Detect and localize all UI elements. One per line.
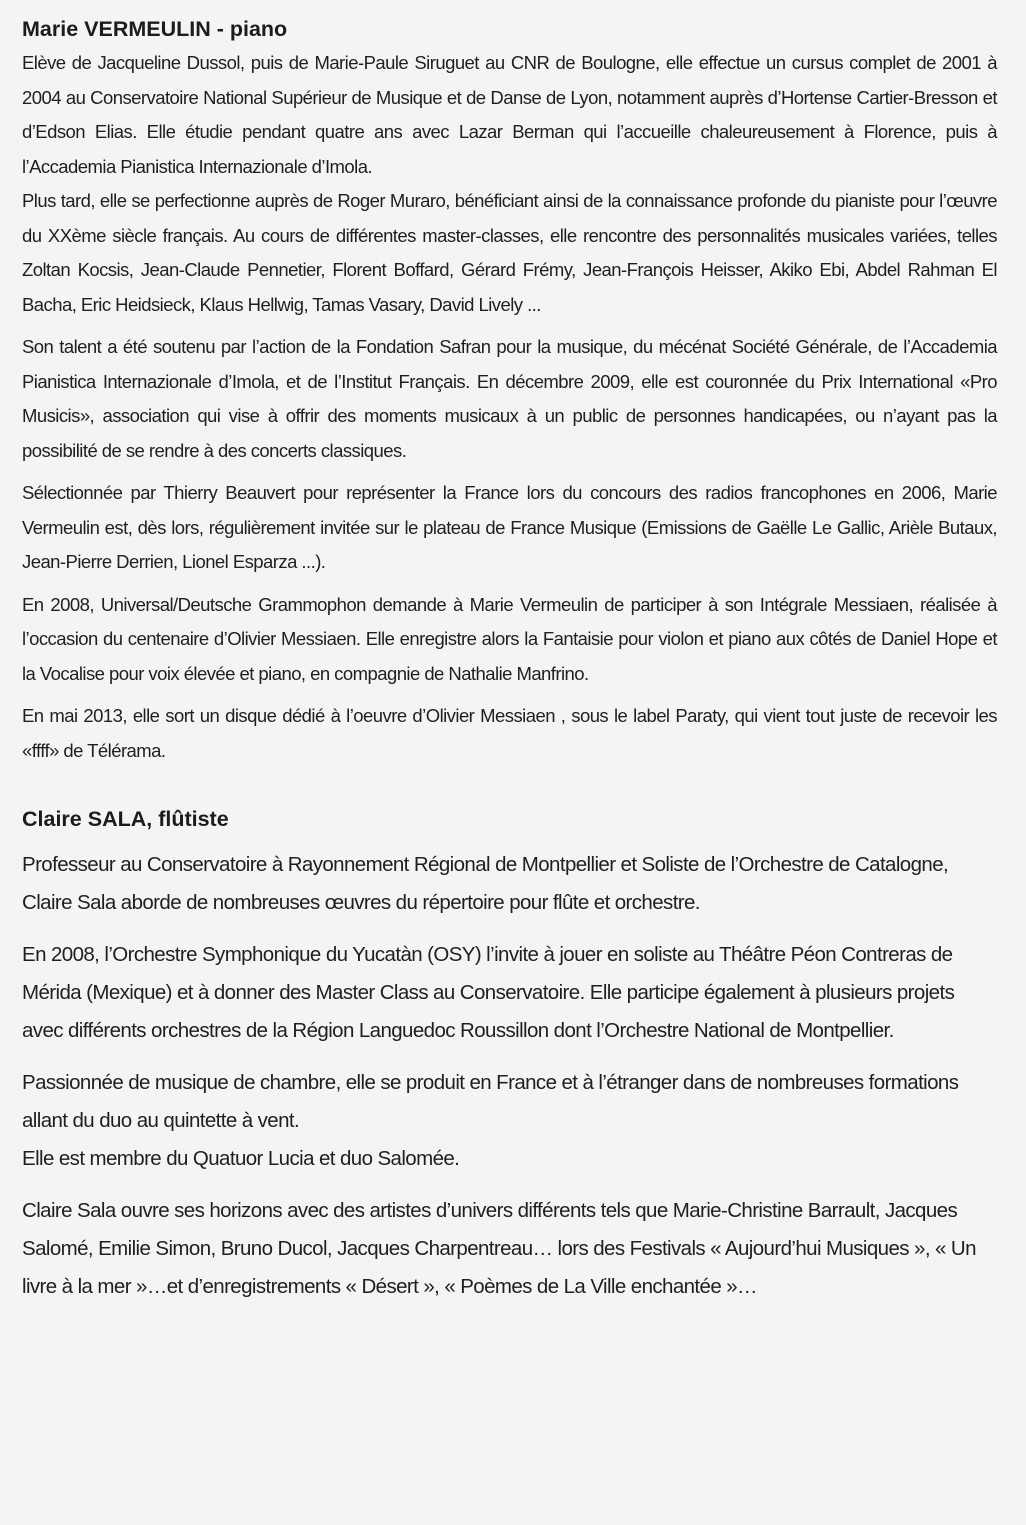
section-title: Claire SALA, flûtiste — [22, 807, 229, 831]
paragraph: Elève de Jacqueline Dussol, puis de Marie-Paule Siruguet au CNR de Boulogne, elle effectue un cursus complet de 2001 à 2004 au Conservatoire National Supérieur de Musique et de Danse de Lyon, notamment auprès d’Hortense Cartier-Bresson et d’Edson Elias. Elle étudie pendant quatre ans avec Lazar Berman qui l’accueille chaleureusement à Florence, puis à l’Accademia Pianistica Internazionale d’Imola. — [22, 52, 997, 177]
paragraph: Professeur au Conservatoire à Rayonnement Régional de Montpellier et Soliste de l’Orchestre de Catalogne, Claire Sala aborde de nombreuses œuvres du répertoire pour flûte et orchestre. — [22, 853, 949, 914]
paragraph: Son talent a été soutenu par l’action de la Fondation Safran pour la musique, du mécénat Société Générale, de l’Accademia Pianistica Internazionale d’Imola, et de l’Institut Français. En décembre 2009, elle est couronnée du Prix International «Pro Musicis», association qui vise à offrir des moments musicaux à un public de personnes handicapées, ou n’ayant pas la possibilité de se rendre à des concerts classiques. — [22, 336, 997, 461]
section-title: Marie VERMEULIN - piano — [22, 17, 288, 41]
section-claire-sala — [22, 804, 997, 1306]
paragraph: En 2008, l’Orchestre Symphonique du Yucatàn (OSY) l’invite à jouer en soliste au Théâtre Péon Contreras de Mérida (Mexique) et à donner des Master Class au Conservatoire. Elle participe également à plusieurs projets avec différents orchestres de la Région Languedoc Roussillon dont l’Orchestre National de Montpellier. — [22, 943, 955, 1042]
paragraph: Passionnée de musique de chambre, elle se produit en France et à l’étranger dans de nombreuses formations allant du duo au quintette à vent. — [22, 1071, 959, 1132]
paragraph: Sélectionnée par Thierry Beauvert pour représenter la France lors du concours des radios francophones en 2006, Marie Vermeulin est, dès lors, régulièrement invitée sur le plateau de France Musique (Emissions de Gaëlle Le Gallic, Arièle Butaux, Jean-Pierre Derrien, Lionel Esparza ...). — [22, 482, 997, 572]
paragraph: Plus tard, elle se perfectionne auprès de Roger Muraro, bénéficiant ainsi de la connaissance profonde du pianiste pour l’œuvre du XXème siècle français. Au cours de différentes master-classes, elle rencontre des personnalités musicales variées, telles Zoltan Kocsis, Jean-Claude Pennetier, Florent Boffard, Gérard Frémy, Jean-François Heisser, Akiko Ebi, Abdel Rahman El Bacha, Eric Heidsieck, Klaus Hellwig, Tamas Vasary, David Lively ... — [22, 190, 997, 315]
paragraph: En mai 2013, elle sort un disque dédié à l’oeuvre d’Olivier Messiaen , sous le label Paraty, qui vient tout juste de recevoir les «ffff» de Télérama. — [22, 705, 997, 761]
paragraph: Claire Sala ouvre ses horizons avec des artistes d’univers différents tels que Marie-Christine Barrault, Jacques Salomé, Emilie Simon, Bruno Ducol, Jacques Charpentreau… lors des Festivals « Aujourd’hui Musiques », « Un livre à la mer »…et d’enregistrements « Désert », « Poèmes de La Ville enchantée »… — [22, 1199, 976, 1298]
document-page — [22, 14, 997, 1306]
paragraph: Elle est membre du Quatuor Lucia et duo Salomée. — [22, 1147, 460, 1170]
paragraph: En 2008, Universal/Deutsche Grammophon demande à Marie Vermeulin de participer à son Intégrale Messiaen, réalisée à l’occasion du centenaire d’Olivier Messiaen. Elle enregistre alors la Fantaisie pour violon et piano aux côtés de Daniel Hope et la Vocalise pour voix élevée et piano, en compagnie de Nathalie Manfrino. — [22, 593, 997, 684]
section-marie-vermeulin — [22, 14, 997, 768]
